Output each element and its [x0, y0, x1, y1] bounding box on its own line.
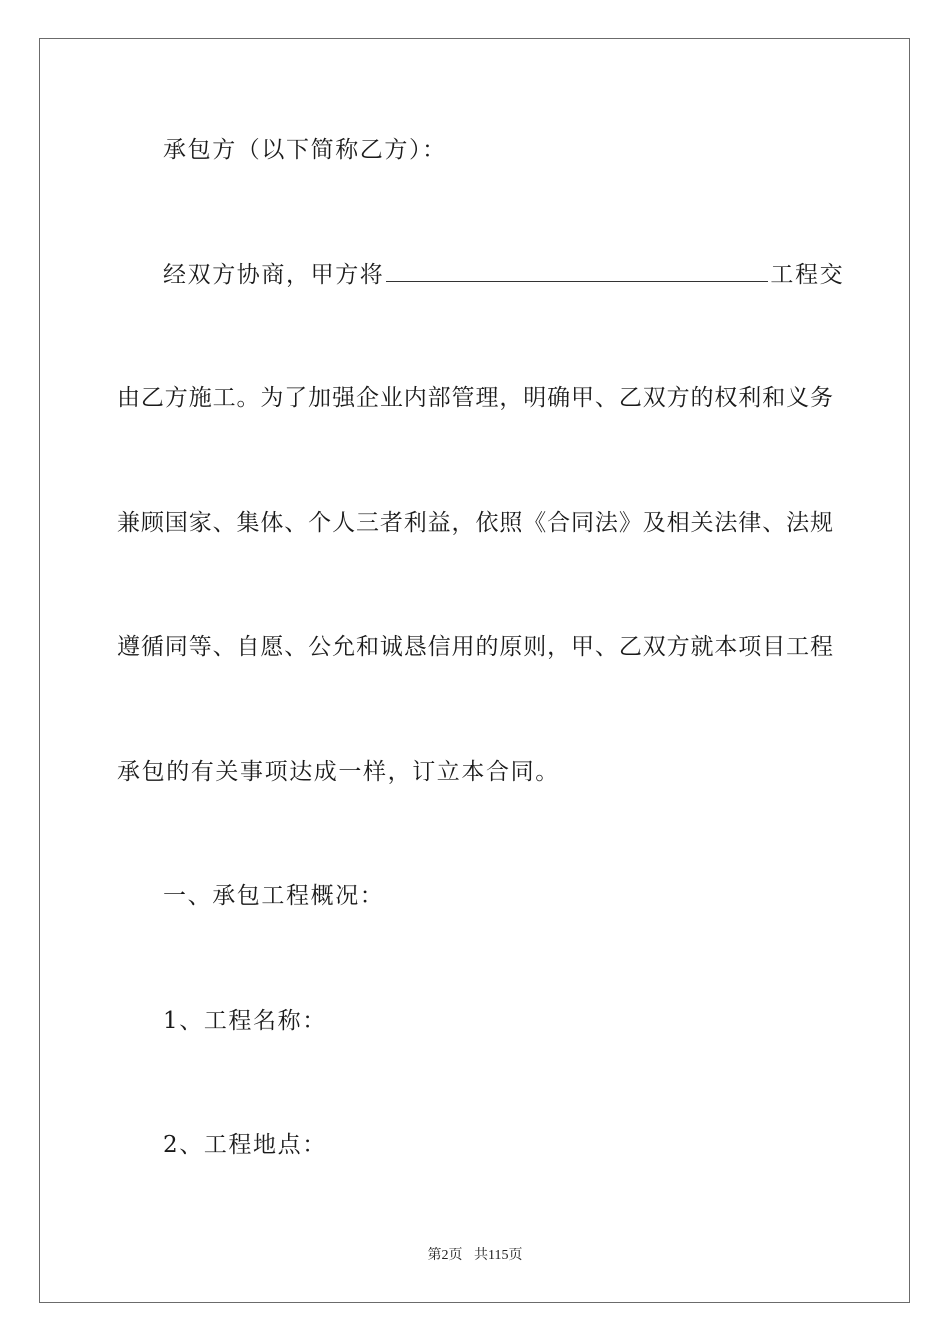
contractor-party-text: 承包方（以下简称乙方）：: [163, 137, 447, 163]
paragraph-line-5: [117, 632, 833, 662]
section-heading: [163, 881, 384, 911]
paragraph-line-3: [117, 383, 833, 413]
paragraph-text-5: 遵循同等、自愿、公允和诚恳信用的原则，甲、乙双方就本项目工程: [117, 634, 833, 660]
agreement-intro-text: 经双方协商，甲方将: [163, 262, 385, 288]
page-footer: [0, 1247, 950, 1265]
agreement-intro-tail: 工程交: [770, 262, 845, 288]
paragraph-line-4: [117, 508, 833, 538]
agreement-intro-line: [163, 259, 844, 290]
contractor-party-line: [163, 135, 447, 165]
project-location-label: 2、工程地点：: [163, 1132, 327, 1158]
project-name-label: 1、工程名称：: [163, 1008, 327, 1034]
paragraph-text-4: 兼顾国家、集体、个人三者利益，依照《合同法》及相关法律、法规: [117, 510, 833, 536]
page-frame: [39, 38, 910, 1303]
project-name-item: [163, 1006, 327, 1036]
project-name-blank: [386, 259, 768, 282]
project-location-item: [163, 1130, 327, 1160]
paragraph-text-3: 由乙方施工。为了加强企业内部管理，明确甲、乙双方的权利和义务: [117, 385, 833, 411]
section-heading-text: 一、承包工程概况：: [163, 883, 385, 909]
total-pages: 共115页: [474, 1248, 523, 1263]
paragraph-line-6: [117, 757, 560, 787]
paragraph-text-6: 承包的有关事项达成一样，订立本合同。: [117, 759, 560, 785]
page-number: 第2页: [427, 1248, 463, 1263]
